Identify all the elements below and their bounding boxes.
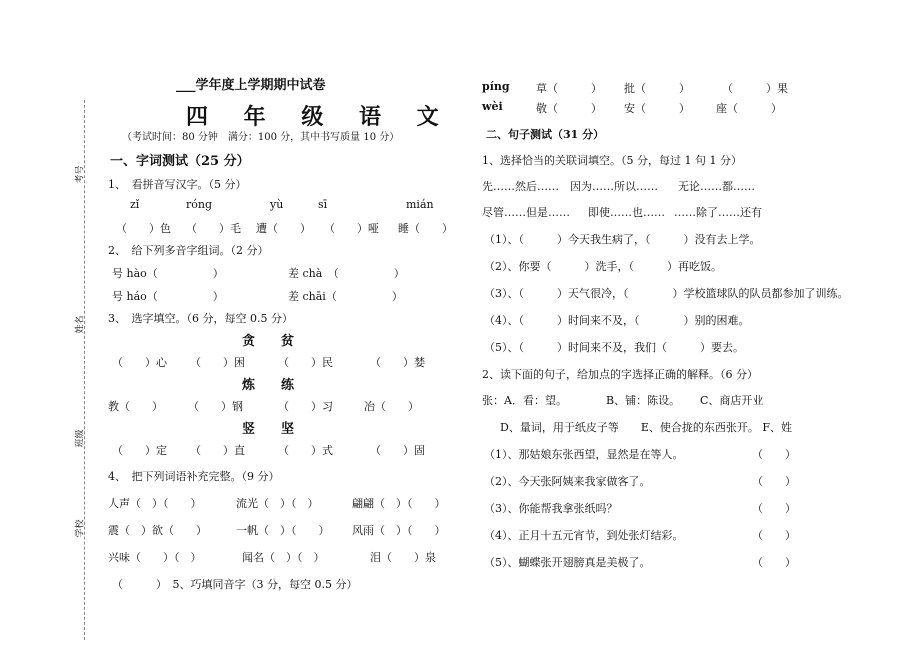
q4-blank[interactable]: 流光（ ）（ ） <box>236 497 319 510</box>
meaning-sentence: （1）、那姑娘东张西望，显然是在等人。 <box>484 448 684 461</box>
q4-blank[interactable]: 闻名（ ）（ ） <box>242 551 325 564</box>
q1-pinyin: yù <box>270 198 284 211</box>
s2-q1-prompt: 1、选择恰当的关联词填空。（5 分，每过 1 句 1 分） <box>482 154 742 167</box>
conj-sentence[interactable]: （4）、（ ）时间来不及，（ ）别的困难。 <box>484 314 750 327</box>
q1-pinyin: mián <box>406 198 434 211</box>
meaning-sentence: （3）、你能帮我拿张纸吗？ <box>484 502 618 515</box>
conj-sentence[interactable]: （1）、（ ）今天我生病了，（ ）没有去上学。 <box>484 233 761 246</box>
q3-blank[interactable]: （ ）钢 <box>188 400 243 413</box>
q3-blank[interactable]: （ ）定 <box>112 444 167 457</box>
definition: C、商店开业 <box>700 394 764 407</box>
page-title: 四 年 级 语 文 <box>186 104 453 130</box>
q2-blank[interactable]: 号 háo（ ） <box>112 290 224 303</box>
pinyin-blank[interactable]: （ ）果 <box>722 82 788 95</box>
q1-blank[interactable]: 遭（ ） <box>256 222 311 235</box>
q5-prompt: （ ） 5、巧填同音字（3 分，每空 0.5 分） <box>112 578 358 591</box>
q2-prompt: 2、 给下列多音字组词。（2 分） <box>108 244 269 257</box>
q3-chars: 贪 贫 <box>242 334 295 349</box>
q3-chars: 炼 练 <box>242 378 295 393</box>
q4-blank[interactable]: 人声（ ）（ ） <box>108 497 202 510</box>
pinyin-blank[interactable]: 草（ ） <box>536 82 602 95</box>
s2-q2-prompt: 2、读下面的句子，给加点的字选择正确的解释。（6 分） <box>482 368 758 381</box>
q1-blank[interactable]: 睡（ ） <box>398 222 453 235</box>
q1-pinyin: róng <box>186 198 213 211</box>
pinyin-label: wèi <box>482 100 503 113</box>
q3-blank[interactable]: 教（ ） <box>108 400 163 413</box>
q1-blank[interactable]: （ ）哑 <box>324 222 379 235</box>
q3-blank[interactable]: （ ）困 <box>190 356 245 369</box>
q3-blank[interactable]: （ ）固 <box>370 444 425 457</box>
side-label-exam-no: 考号 <box>75 165 86 184</box>
q3-blank[interactable]: （ ）习 <box>278 400 333 413</box>
conj-sentence[interactable]: （5）、（ ）时间来不及，我们（ ）要去。 <box>484 341 744 354</box>
meaning-sentence: （5）、蝴蝶张开翅膀真是美极了。 <box>484 556 651 569</box>
q1-prompt: 1、 看拼音写汉字。（5 分） <box>108 178 247 191</box>
q4-blank[interactable]: 震（ ）欲（ ） <box>108 524 207 537</box>
pinyin-blank[interactable]: 批（ ） <box>624 82 690 95</box>
pinyin-blank[interactable]: 座（ ） <box>716 102 782 115</box>
q3-blank[interactable]: （ ）直 <box>190 444 245 457</box>
answer-blank[interactable]: （ ） <box>752 556 796 569</box>
conj-option: 尽管……但是…… <box>482 206 570 219</box>
answer-blank[interactable]: （ ） <box>752 448 796 461</box>
exam-info: （考试时间：80 分钟 满分：100 分，其中书写质量 10 分） <box>122 132 400 143</box>
q4-blank[interactable]: 翩翩（ ）（ ） <box>352 497 446 510</box>
definition: D、量词，用于纸皮子等 E、使合拢的东西张开。 F、姓 <box>500 421 792 434</box>
q4-prompt: 4、 把下列词语补充完整。（9 分） <box>108 470 280 483</box>
q4-blank[interactable]: 兴味（ ）（ ） <box>108 551 202 564</box>
conj-option: 先……然后…… <box>482 180 559 193</box>
q1-pinyin: zǐ <box>130 198 140 211</box>
pinyin-label: píng <box>482 80 510 93</box>
q3-blank[interactable]: （ ）式 <box>278 444 333 457</box>
conj-option: 因为……所以…… <box>570 180 658 193</box>
q1-blank[interactable]: （ ）毛 <box>186 222 241 235</box>
answer-blank[interactable]: （ ） <box>752 475 796 488</box>
side-label-class: 班级 <box>75 429 86 448</box>
q1-pinyin: sī <box>318 198 328 211</box>
q3-prompt: 3、 选字填空。（6 分，每空 0.5 分） <box>108 312 293 325</box>
side-label-name: 姓名 <box>75 315 86 334</box>
section-1-title: 一、字词测试（25 分） <box>110 154 250 169</box>
conj-option: ……除了……还有 <box>674 206 762 219</box>
q3-blank[interactable]: 冶（ ） <box>364 400 419 413</box>
side-label-school: 学校 <box>75 519 86 538</box>
q4-blank[interactable]: 风雨（ ）（ ） <box>352 524 446 537</box>
answer-blank[interactable]: （ ） <box>752 529 796 542</box>
q2-blank[interactable]: 号 hào（ ） <box>112 267 224 280</box>
q2-blank[interactable]: 差 chāi（ ） <box>288 290 403 303</box>
pinyin-blank[interactable]: 敬（ ） <box>536 102 602 115</box>
q1-blank[interactable]: （ ）色 <box>116 222 171 235</box>
definition: 张：A．看：望。 <box>482 394 567 407</box>
meaning-sentence: （2）、今天张阿姨来我家做客了。 <box>484 475 651 488</box>
answer-blank[interactable]: （ ） <box>752 502 796 515</box>
section-2-title: 二、句子测试（31 分） <box>486 128 605 141</box>
q3-blank[interactable]: （ ）民 <box>278 356 333 369</box>
q3-chars: 竖 坚 <box>242 422 295 437</box>
conj-option: 即使……也…… <box>588 206 665 219</box>
pinyin-blank[interactable]: 安（ ） <box>624 102 690 115</box>
conj-option: 无论……都…… <box>678 180 755 193</box>
meaning-sentence: （4）、正月十五元宵节，到处张灯结彩。 <box>484 529 684 542</box>
conj-sentence[interactable]: （2）、你要（ ）洗手，（ ）再吃饭。 <box>484 260 722 273</box>
q3-blank[interactable]: （ ）婪 <box>370 356 425 369</box>
conj-sentence[interactable]: （3）、（ ）天气很冷，（ ）学校篮球队的队员都参加了训练。 <box>484 287 849 300</box>
q4-blank[interactable]: 泪（ ）泉 <box>370 551 436 564</box>
definition: B、铺：陈设。 <box>606 394 681 407</box>
exam-heading-line: ___学年度上学期期中试卷 <box>176 78 326 93</box>
q2-blank[interactable]: 差 chà （ ） <box>288 267 405 280</box>
q3-blank[interactable]: （ ）心 <box>112 356 167 369</box>
q4-blank[interactable]: 一帆（ ）（ ） <box>236 524 330 537</box>
